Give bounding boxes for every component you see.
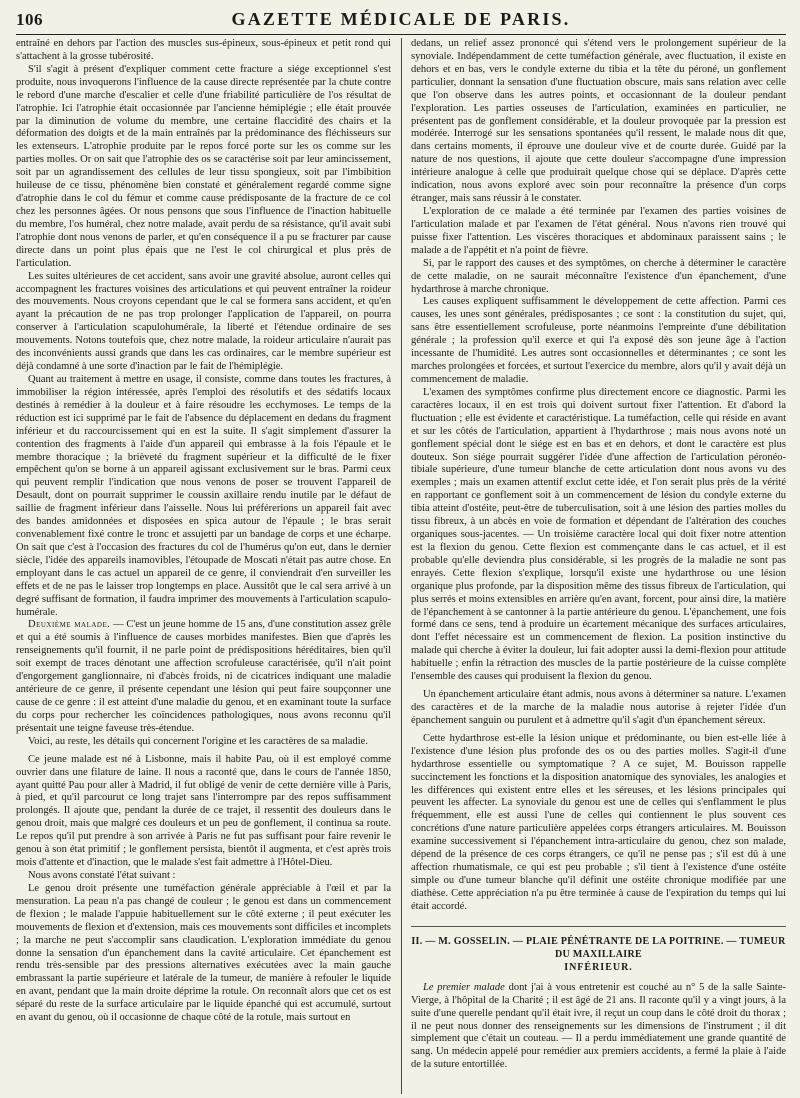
paragraph — [16, 619, 391, 735]
section-title-continued: INFÉRIEUR. — [564, 961, 633, 973]
paragraph: Les suites ultérieures de cet accident, sans avoir une gravité absolue, auront celles qui accompagnent les fractures voisines des articulations et qui peuvent entraîner la roideur des mouvements. Nous croyons cependant que le cal se formera sans accident, et qu'en ayant la précaution de ne pas trop prolonger l'application de l'appareil, on pourra conserver à l'articulation scapulohumérale, la liberté et l'étendue ordinaire de ses mouvements. Notons toutefois que, chez notre malade, la roideur articulaire n'aurait pas des inconvénients aussi grands que dans les cas ordinaires, car le membre supérieur est déjà condamné à une sorte d'inaction par le fait de l'hémiplégie. — [16, 270, 391, 373]
paragraph: Quant au traitement à mettre en usage, il consiste, comme dans toutes les fractures, à immobiliser la région intéressée, après l'emploi des résolutifs et des sédatifs locaux destinés à remédier à la douleur et à faire résoudre les ecchymoses. Le temps de la réduction est ici supprimé par le fait de l'absence du déplacement en dedans du fragment inférieur et du raccourcissement qui en est la suite. Il s'agit simplement d'assurer la contention des fragments à l'aide d'un appareil qui embrasse à la fois l'épaule et le membre thoracique ; la brièveté du fragment supérieur et la difficulté de le fixer empêchent qu'on se borne à un appareil agissant exclusivement sur le bras. Parmi ceux qui peuvent remplir l'indication que nous venons de poser se trouvent l'appareil de Desault, dont on pourrait supprimer le coussin axillaire rendu inutile par le défaut de saillie de fragment inférieur dans l'aisselle. Nous lui préférerions un appareil fait avec des bandes amidonnées et disposées en spica autour de l'épaule ; le bras serait convenablement fixé contre le tronc et assujetti par un bandage de corps et une écharpe. On sait que c'est à l'occasion des fractures du col de l'humérus qu'on eut, dans le dernier siècle, l'idée des appareils inamovibles, l'étoupade de Moscati n'était pas autre chose. En employant dans le cas actuel un appareil de ce genre, il conviendrait d'en surveiller les effets et de ne pas le laisser trop longtemps en place. Aussitôt que le cal sera arrivé à un degré suffisant de formation, il faudra imprimer des mouvements à l'articulation scapulo-humérale. — [16, 373, 391, 618]
paragraph: Voici, au reste, les détails qui concernent l'origine et les caractères de sa maladie. — [28, 735, 368, 747]
paragraph: S'il s'agit à présent d'expliquer comment cette fracture a siége exceptionnel s'est produite, nous invoquerons l'influence de la cause directe représentée par la chute contre le rebord d'une marche d'escalier et celle d'une friabilité particulière de l'os résultat de l'atrophie. Ici l'atrophie était occasionnée par l'ancienne hémiplégie ; elle était prouvée par la diminution de volume du membre, une certaine flaccidité des chairs et la déformation des doigts et de la main entraînés par la prédominance des fléchisseurs sur les extenseurs. L'atrophie produite par le repos forcé porte sur les os comme sur les parties molles. Or on sait que l'atrophie des os se caractérise soit par leur amincissement, soit par un agrandissement des cellules de leur tissu spongieux, soit par l'imbibition huileuse de ce tissu, phénomène bien constaté et généralement regardé comme signe d'atrophie dans le col du fémur et comme cause prédisposante de la fracture de ce col chez les personnes âgées. Or nous pensons que sous l'influence de l'inaction habituelle du membre, l'os huméral, chez notre malade, avait perdu de sa résistance, qu'il avait subi l'atrophie dont nous venons de parler, et qu'en conséquence il a pu se fracturer par cause directe dans un point plus épais que ne l'est le col chirurgical et plus près de l'articulation. — [16, 63, 391, 269]
paragraph: dedans, un relief assez prononcé qui s'étend vers le prolongement supérieur de la synoviale. Indépendamment de cette tuméfaction générale, avec fluctuation, il existe en dehors et en bas, vers le condyle externe du tibia et la tête du péroné, un gonflement particulier, donnant la sensation d'une fluctuation obscure, mais sans relation avec celle que l'on observe dans les autres points, et occasionnant de la douleur pendant l'exploration. Les parties osseuses de l'articulation, examinées en particulier, ne présentent pas de gonflement considérable, et la douleur provoquée par la pression est modérée. Interrogé sur les sensations spontanées qu'il ressent, le malade nous dit que, dans certains moments, il éprouve une douleur vive et de courte durée. Guidé par la nature de nos questions, il ajoute que cette douleur s'accompagne d'une impression intérieure analogue à celle que produirait quelque chose qui se déplace. D'après cette indication, nous avons exploré avec soin pour reconnaître la présence d'un corps étranger, mais sans réussir à le constater. — [411, 38, 786, 205]
paragraph — [411, 982, 786, 1072]
paragraph: L'examen des symptômes confirme plus directement encore ce diagnostic. Parmi les caractères locaux, il en est trois qui doivent surtout fixer l'attention. Et d'abord la fluctuation ; elle est évidente et caractéristique. La tuméfaction, celle qui réside en avant et sur les côtés de l'articulation, appartient à l'hydarthrose ; mais nous avons noté un gonflement spécial dont le siége est en bas et en dehors, et dont le caractère est plus douteux. Son siége pourrait suggérer l'idée d'une affection de l'articulation péronéo-tibiale supérieure, d'une tumeur blanche de cette articulation dont nous avons vu des exemples ; mais un examen attentif exclut cette idée, et l'on serait plus près de la vérité en rapportant ce gonflement soit à un commencement de lésion du condyle externe du tibia atteint d'ostéite, peut-être de tuberculisation, soit à une lésion des parties molles du tissu fibreux, à un abcès en voie de formation et dépendant de l'altération des couches organiques sous-jacentes. — Un troisième caractère local qui doit fixer notre attention est la flexion du genou. Cette flexion est commençante dans le cas actuel, et il est probable qu'elle deviendra plus considérable, si les progrès de la maladie ne sont pas enrayés. Cette flexion s'explique, lorsqu'il existe une hydarthrose ou une lésion organique plus profonde, par la disposition même des tissus fibreux de l'articulation, qui plus serrés et moins extensibles en arrière qu'en avant, forcent, pour ainsi dire, la matière de l'épanchement à se cantonner à la partie antérieure du genou. L'épanchement, une fois formé dans ce sens, tend à produire un écartement mécanique des surfaces articulaires, dont l'effet nécessaire est un commencement de flexion. La position instinctive du malade qui cherche à éviter la douleur, lui fait adopter aussi la demi-flexion pour attitude habituelle ; enfin la rétraction des muscles de la partie postérieure de la cuisse complète l'ensemble des causes qui produisent la flexion du genou. — [411, 386, 786, 683]
page-number: 106 — [16, 10, 43, 29]
paragraph-text: — C'est un jeune homme de 15 ans, d'une constitution assez grêle et qui a été soumis à l'influence de causes morbides manifestes. Bien que d'après les renseignements qu'il fournit, il ne parle point de prédispositions héréditaires, bien qu'il soit exempt de traces dénotant une affection scrofuleuse caractérisée, qu'il n'ait point d'engorgement ganglionnaire, ni d'abcès froids, ni de cicatrices indiquant une maladie antérieure de ce genre, il présente cependant une lésion qui peut faire soupçonner une cause de ce genre : il est atteint d'une maladie du genou, et en examinant toute la surface du corps pour rechercher les coïncidences pathologiques, nous avons reconnu qu'il présentait une teigne faveuse très-étendue. — [16, 619, 391, 734]
paragraph: entraîné en dehors par l'action des muscles sus-épineux, sous-épineux et petit rond qui s'attachent à la grosse tubérosité. — [16, 38, 391, 62]
case-lead: Le premier malade — [423, 981, 505, 993]
case-heading: Deuxième malade. — [28, 619, 111, 631]
paragraph: Nous avons constaté l'état suivant : — [28, 870, 176, 881]
paragraph: Un épanchement articulaire étant admis, nous avons à déterminer sa nature. L'examen des caractères et de la marche de la maladie nous autorise à rejeter l'idée d'un épanchement sanguin ou purulent et à admettre qu'il s'agit d'un épanchement séreux. — [411, 689, 786, 726]
paragraph: Si, par le rapport des causes et des symptômes, on cherche à déterminer le caractère de cette maladie, on ne saurait méconnaître l'existence d'un épanchement, d'une hydarthrose à marche chronique. — [411, 257, 786, 295]
journal-title: GAZETTE MÉDICALE DE PARIS. — [231, 9, 571, 29]
left-column — [16, 38, 391, 1094]
page-header — [16, 6, 786, 35]
paragraph: Cette hydarthrose est-elle la lésion unique et prédominante, ou bien est-elle liée à l'existence d'une lésion plus profonde des os ou des parties molles. S'agit-il d'une hydarthrose essentielle ou symptomatique ? A ce sujet, M. Bouisson rappelle succinctement les fonctions et la disposition anatomique des synoviales, les analogies et les différences qui existent entre elles et les séreuses, et les lésions principales qui peuvent les affecter. La synoviale du genou est une de celles qui s'enflamment le plus fréquemment, elle est aussi l'une de celles qui contiennent le plus souvent ces concrétions d'une nature particulière appelées corps étrangers articulaires. M. Bouisson examine successivement si l'épanchement intra-articulaire du genou, chez son malade, dépend de la présence de ces corps étrangers, ce qu'il ne pense pas ; s'il est dû à une affection rhumatismale, ce qui est peu probable ; s'il tient à l'existence d'une ostéite simple ou d'une tumeur blanche qu'il définit une ostéite chronique modifiée par une diathèse. Cette appréciation n'a pu être terminée à cause de l'expiration du temps qui lui était accordé. — [411, 732, 786, 912]
column-divider — [401, 38, 402, 1094]
right-column — [411, 38, 786, 1094]
paragraph-text: dont j'ai à vous entretenir est couché au n° 5 de la salle Sainte-Vierge, à l'hôpital de la Charité ; il est âgé de 21 ans. Il raconte qu'il y a vingt jours, à la suite d'une querelle pendant qu'il était ivre, il reçut un coup dans le côté droit du thorax ; il ne peut nous donner des renseignements sur les dimensions de l'instrument ; il dit simplement que c'était un couteau. — Il a perdu immédiatement une grande quantité de sang. Un médecin appelé pour remédier aux premiers accidents, a fermé la plaie à l'aide de la suture entortillée. — [411, 981, 786, 1071]
section-title: II. — M. GOSSELIN. — PLAIE PÉNÉTRANTE DE LA POITRINE. — TUMEUR DU MAXILLAIRE — [411, 935, 786, 960]
paragraph: Les causes expliquent suffisamment le développement de cette affection. Parmi ces causes, les unes sont générales, prédisposantes ; ce sont : la constitution du sujet, qui, sans être essentiellement scrofuleuse, porte néanmoins l'empreinte d'une débilitation générale ; la profession qu'il exerce et qui l'a exposé dès son jeune âge à l'action incessante de l'humidité. Les autres sont occasionnelles et déterminantes ; ce sont les marches prolongées et forcées, et surtout l'exercice du membre, alors qu'il y avait déjà un commencement de maladie. — [411, 296, 786, 385]
section-heading — [411, 926, 786, 974]
paragraph: L'exploration de ce malade a été terminée par l'examen des parties voisines de l'articulation malade et par l'examen de l'état général. Nous n'avons rien trouvé qui puisse fixer l'attention. Les viscères thoraciques et abdominaux paraissent sains ; le malade a de l'appétit et n'a point de fièvre. — [411, 205, 786, 256]
text-columns — [16, 38, 786, 1094]
paragraph: Le genou droit présente une tuméfaction générale appréciable à l'œil et par la mensuration. La peau n'a pas changé de couleur ; le genou est dans un commencement de flexion ; le malade l'appuie habituellement sur le côté externe ; il peut exécuter les mouvements de flexion et d'extension, mais ces mouvements sont difficiles et incomplets ; la marche ne peut s'accomplir sans claudication. L'exploration immédiate du genou donne la sensation d'un épanchement dans la cavité articulaire. Cet épanchement est rendu très-sensible par des pressions alternatives exécutées avec la main gauche embrassant la partie supérieure et latérale de la tumeur, de manière à refouler le liquide en avant, pendant que la main droite déprime la rotule. On reconnaît alors que cet os est séparé du reste de la surface articulaire par le liquide épanché qui est accumulé, surtout en avant du genou, où il occasionne de chaque côté de la rotule, mais surtout en — [16, 882, 391, 1024]
paragraph: Ce jeune malade est né à Lisbonne, mais il habite Pau, où il est employé comme ouvrier dans une filature de laine. Il nous a raconté que, dans le cours de l'année 1850, ayant quitté Pau pour aller à Madrid, il fut obligé de venir de cette dernière ville à Paris, à pied, et qu'il parcourut ce long trajet sans l'interrompre par des repos suffisamment prolongés. Il ajoute que, pendant la durée de ce trajet, il ressentit des douleurs dans le genou droit, mais que malgré ces douleurs et un peu de gonflement, il continua sa route. Le repos qu'il put prendre à son arrivée à Paris ne fut pas suffisant pour faire revenir le genou à son état primitif ; le gonflement persista, bientôt il augmenta, et c'est après trois mois d'attente et d'inaction, que le malade s'est fait admettre à l'Hôtel-Dieu. — [16, 753, 391, 869]
